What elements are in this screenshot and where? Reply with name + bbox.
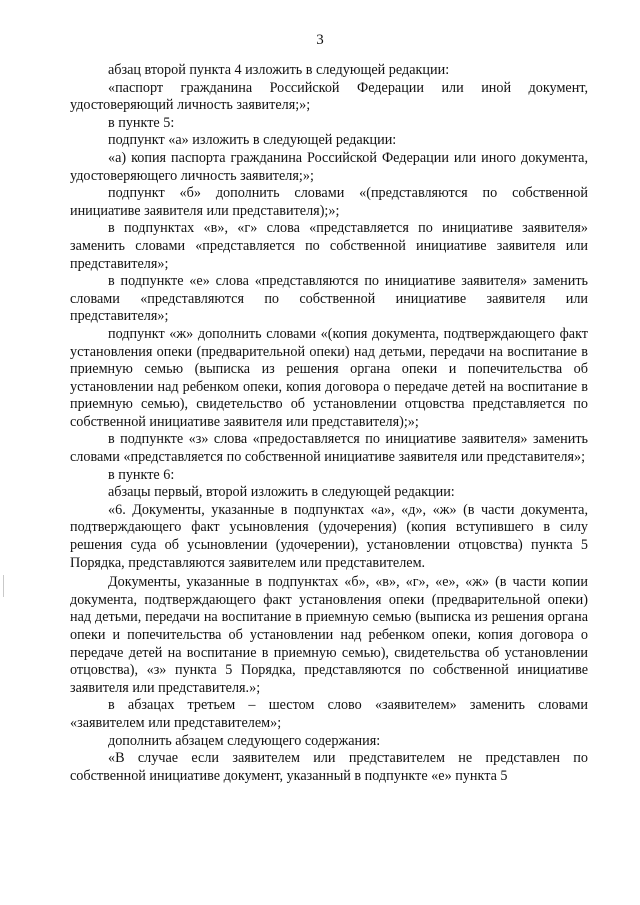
paragraph-17: «В случае если заявителем или представителем не представлен по собственной инициативе документ, указанный в подпункте «е» пункта 5 [70, 750, 588, 784]
paragraph-3: в пункте 5: [108, 114, 175, 131]
paragraph-9: подпункт «ж» дополнить словами «(копия документа, подтверждающего факт установления опеки (предварительной опеки) над детьми, передачи на воспитание в приемную семью (выписка из решения органа опеки и попечительства об установлении над ребенком опеки, копия договора о передаче детей на воспитание в приемную семью), свидетельство об установлении отцовства представляется по собственной инициативе заявителя или представителя);»; [70, 325, 588, 430]
page-number: 3 [316, 32, 324, 48]
paragraph-16: дополнить абзацем следующего содержания: [108, 732, 381, 749]
paragraph-15: в абзацах третьем – шестом слово «заявителем» заменить словами «заявителем или представителем»; [70, 697, 588, 731]
paragraph-8: в подпункте «е» слова «представляются по инициативе заявителя» заменить словами «представляются по собственной инициативе заявителя или представителя»; [70, 273, 588, 325]
paragraph-4: подпункт «а» изложить в следующей редакции: [108, 132, 397, 149]
document-body [70, 62, 588, 785]
paragraph-13: «6. Документы, указанные в подпунктах «а», «д», «ж» (в части документа, подтверждающего факт усыновления (удочерения) (копия вступившего в силу решения суда об усыновлении (удочерении), установлении отцовства) пункта 5 Порядка, представляются заявителем или представителем. [70, 501, 588, 571]
paragraph-12: абзацы первый, второй изложить в следующей редакции: [108, 484, 455, 501]
paragraph-11: в пункте 6: [108, 466, 175, 483]
paragraph-14: Документы, указанные в подпунктах «б», «в», «г», «е», «ж» (в части копии документа, подтверждающего факт установления опеки (предварительной опеки) над детьми, передачи на воспитание в приемную семью (выписка из решения органа опеки и попечительства об установлении над ребенком опеки, копия договора о передаче детей на воспитание в приемную семью), свидетельства об установлении отцовства), «з» пункта 5 Порядка, представляются по собственной инициативе заявителя или представителя.»; [70, 574, 588, 696]
scan-edge-mark [3, 575, 4, 597]
paragraph-2: «паспорт гражданина Российской Федерации или иной документ, удостоверяющий личность заявителя;»; [70, 79, 588, 114]
paragraph-7: в подпунктах «в», «г» слова «представляется по инициативе заявителя» заменить словами «представляется по собственной инициативе заявителя или представителя»; [70, 220, 588, 272]
paragraph-10: в подпункте «з» слова «предоставляется по инициативе заявителя» заменить словами «представляется по собственной инициативе заявителя или представителя»; [70, 431, 588, 466]
paragraph-1: абзац второй пункта 4 изложить в следующей редакции: [108, 62, 450, 78]
paragraph-6: подпункт «б» дополнить словами «(представляются по собственной инициативе заявителя или представителя);»; [70, 185, 588, 219]
paragraph-5: «а) копия паспорта гражданина Российской Федерации или иного документа, удостоверяющего личность заявителя;»; [70, 149, 588, 184]
